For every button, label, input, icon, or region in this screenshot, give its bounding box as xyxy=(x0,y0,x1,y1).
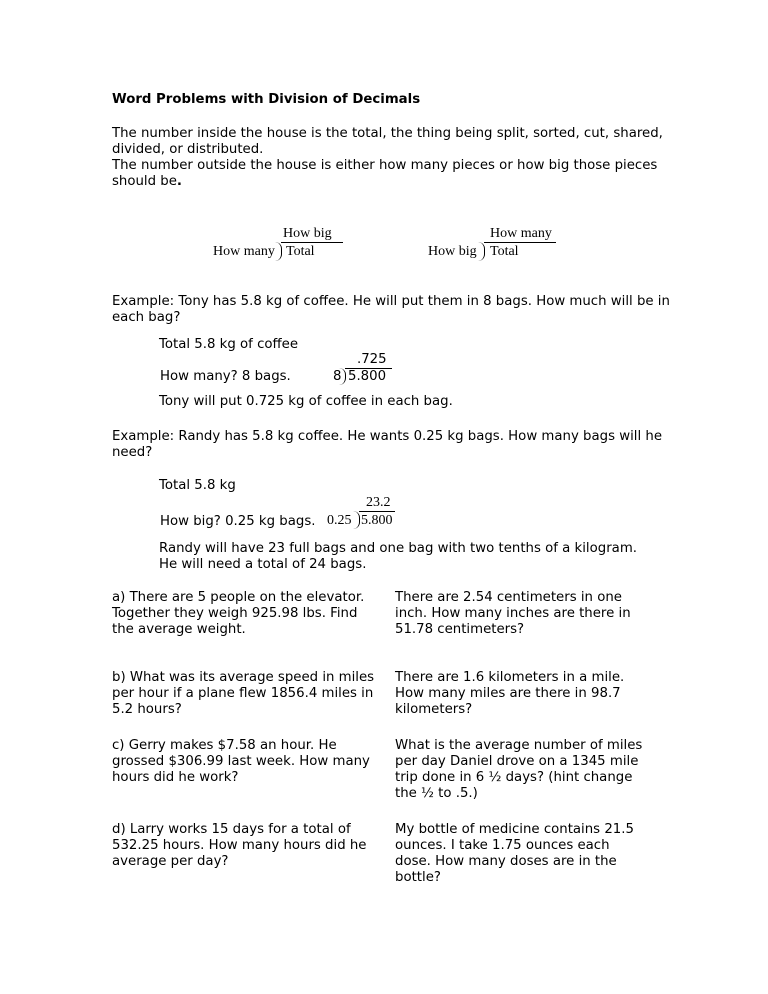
problem-line: inch. How many inches are there in xyxy=(395,606,631,621)
division-bracket xyxy=(275,242,282,261)
problem-line: 51.78 centimeters? xyxy=(395,622,525,637)
problem-line: kilometers? xyxy=(395,702,473,717)
example1-question: How many? 8 bags. xyxy=(160,369,291,384)
problem-line: My bottle of medicine contains 21.5 xyxy=(395,822,634,837)
dividend: 5.800 xyxy=(361,513,393,528)
problem-line: per hour if a plane flew 1856.4 miles in xyxy=(112,686,374,701)
intro-paragraph xyxy=(112,126,663,190)
problem-line: the average weight. xyxy=(112,622,246,637)
problem-b xyxy=(112,670,374,718)
problem-line: 532.25 hours. How many hours did he xyxy=(112,838,367,853)
problem-d xyxy=(112,822,366,870)
example2-text: Example: Randy has 5.8 kg coffee. He wants 0.25 kg bags. How many bags will he xyxy=(112,429,663,444)
problem-line: 5.2 hours? xyxy=(112,702,182,717)
problem-line: d) Larry works 15 days for a total of xyxy=(112,822,351,837)
quotient: .725 xyxy=(357,352,387,367)
division-bar xyxy=(281,242,343,243)
division-diagram-how-big xyxy=(213,224,343,264)
division-bracket xyxy=(478,242,485,261)
intro-line: should be. xyxy=(112,174,182,189)
diagram-divisor: How big xyxy=(428,244,477,259)
example2-question: How big? 0.25 kg bags. xyxy=(160,514,316,529)
problem-line: dose. How many doses are in the xyxy=(395,854,617,869)
problem-line: a) There are 5 people on the elevator. xyxy=(112,590,365,605)
example1-text: each bag? xyxy=(112,310,181,325)
problem-line: hours did he work? xyxy=(112,770,239,785)
problem-c xyxy=(112,738,370,786)
diagram-dividend: Total xyxy=(490,244,519,259)
example2-answer: He will need a total of 24 bags. xyxy=(159,557,367,572)
division-bar xyxy=(359,511,395,512)
example2-total: Total 5.8 kg xyxy=(159,478,236,493)
problem-line: per day Daniel drove on a 1345 mile xyxy=(395,754,639,769)
diagram-quotient: How many xyxy=(490,226,552,241)
problem-line: average per day? xyxy=(112,854,229,869)
problem-a xyxy=(112,590,364,638)
intro-line: divided, or distributed. xyxy=(112,142,264,157)
problem-line: Together they weigh 925.98 lbs. Find xyxy=(112,606,358,621)
division-bracket xyxy=(353,511,360,529)
diagram-quotient: How big xyxy=(283,226,332,241)
problem-miles xyxy=(395,670,624,718)
division-bracket xyxy=(339,368,346,385)
problem-line: What is the average number of miles xyxy=(395,738,643,753)
problem-line: There are 1.6 kilometers in a mile. xyxy=(395,670,625,685)
divisor: 0.25 xyxy=(327,513,352,528)
problem-line: ounces. I take 1.75 ounces each xyxy=(395,838,610,853)
example2-answer: Randy will have 23 full bags and one bag with two tenths of a kilogram. xyxy=(159,541,637,556)
dividend: 5.800 xyxy=(348,369,387,384)
problem-line: grossed $306.99 last week. How many xyxy=(112,754,370,769)
problem-line: bottle? xyxy=(395,870,441,885)
problem-daniel xyxy=(395,738,642,802)
problem-line: trip done in 6 ½ days? (hint change xyxy=(395,770,633,785)
example1-total: Total 5.8 kg of coffee xyxy=(159,337,299,352)
example2-text: need? xyxy=(112,445,153,460)
example1-text: Example: Tony has 5.8 kg of coffee. He will put them in 8 bags. How much will be in xyxy=(112,294,670,309)
problem-line: There are 2.54 centimeters in one xyxy=(395,590,622,605)
example1-answer: Tony will put 0.725 kg of coffee in each bag. xyxy=(159,394,453,409)
intro-line: The number outside the house is either how many pieces or how big those pieces xyxy=(112,158,658,173)
diagram-divisor: How many xyxy=(213,244,275,259)
intro-line: The number inside the house is the total, the thing being split, sorted, cut, shared, xyxy=(112,126,663,141)
example1-long-division xyxy=(333,352,393,388)
page-title: Word Problems with Division of Decimals xyxy=(112,92,421,107)
division-bar xyxy=(484,242,556,243)
problem-line: the ½ to .5.) xyxy=(395,786,478,801)
example2-long-division xyxy=(327,495,393,531)
problem-line: b) What was its average speed in miles xyxy=(112,670,375,685)
problem-inches xyxy=(395,590,631,638)
divisor: 8 xyxy=(333,369,342,384)
quotient: 23.2 xyxy=(366,495,391,510)
problem-line: c) Gerry makes $7.58 an hour. He xyxy=(112,738,337,753)
problem-medicine xyxy=(395,822,634,886)
problem-line: How many miles are there in 98.7 xyxy=(395,686,621,701)
diagram-dividend: Total xyxy=(286,244,315,259)
division-diagram-how-many xyxy=(428,224,556,264)
